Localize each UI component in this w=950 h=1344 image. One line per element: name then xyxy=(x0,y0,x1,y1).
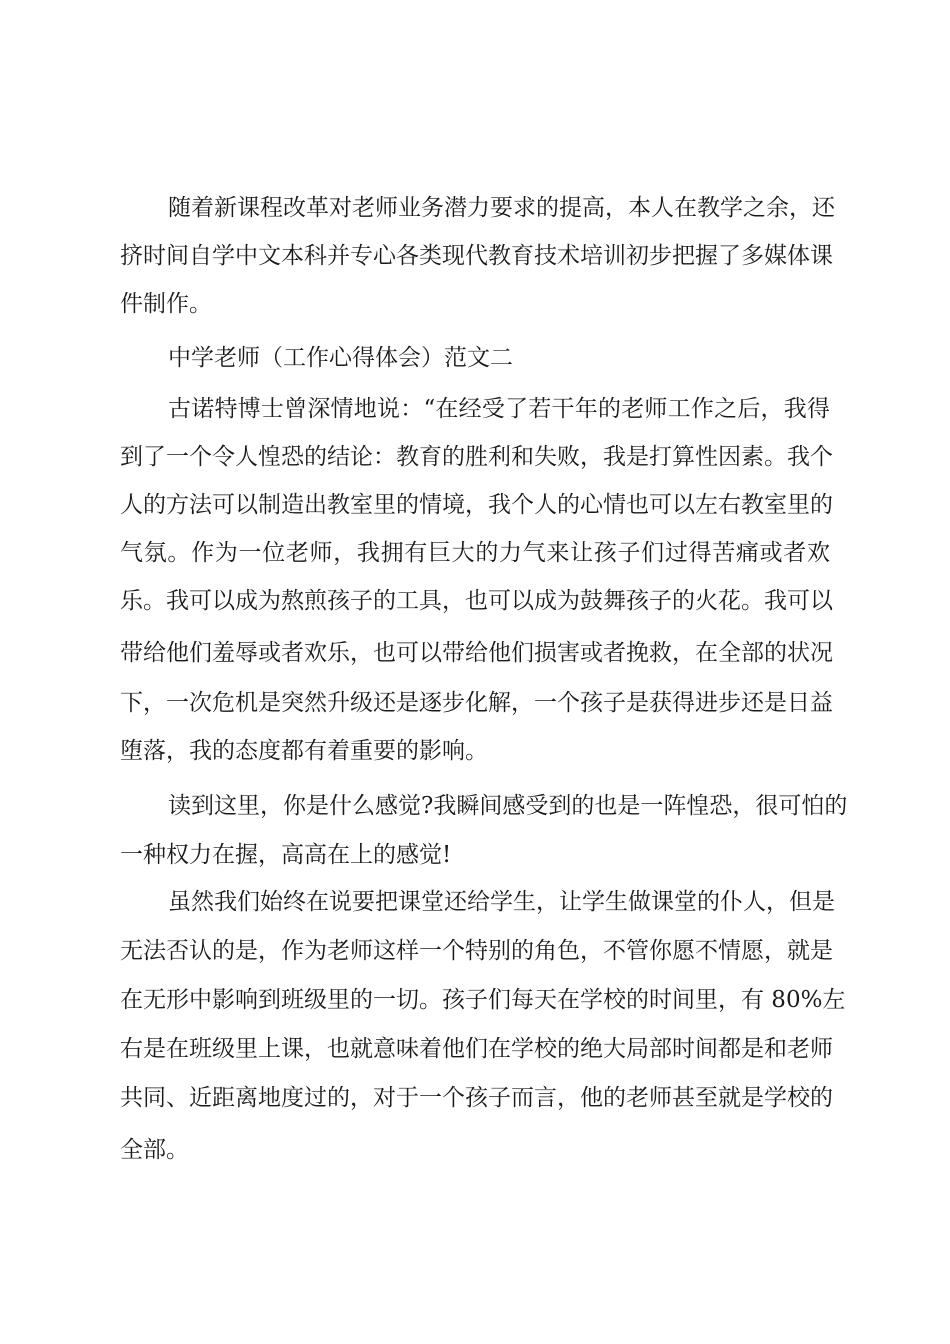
paragraph-2-line-8: 堕落，我的态度都有着重要的影响。 xyxy=(120,738,488,764)
paragraph-4-line-3: 在无形中影响到班级里的一切。孩子们每天在学校的时间里，有 80%左 xyxy=(120,987,846,1013)
paragraph-1-line-1: 随着新课程改革对老师业务潜力要求的提高，本人在教学之余，还 xyxy=(168,195,835,221)
paragraph-4-line-5: 共同、近距离地度过的，对于一个孩子而言，他的老师甚至就是学校的 xyxy=(120,1085,833,1111)
paragraph-4-line-2: 无法否认的是，作为老师这样一个特别的角色，不管你愿不情愿，就是 xyxy=(120,938,833,964)
paragraph-2-line-7: 下，一次危机是突然升级还是逐步化解，一个孩子是获得进步还是日益 xyxy=(120,690,833,716)
paragraph-2-line-1: 古诺特博士曾深情地说：“在经受了若干年的老师工作之后，我得 xyxy=(168,396,830,422)
paragraph-2-line-6: 带给他们羞辱或者欢乐，也可以带给他们损害或者挽救，在全部的状况 xyxy=(120,640,833,666)
paragraph-3-line-2: 一种权力在握，高高在上的感觉! xyxy=(120,842,452,868)
paragraph-2-line-5: 乐。我可以成为熬煎孩子的工具，也可以成为鼓舞孩子的火花。我可以 xyxy=(120,588,833,614)
paragraph-3-line-1: 读到这里，你是什么感觉?我瞬间感受到的也是一阵惶恐，很可怕的 xyxy=(168,793,848,819)
section-heading: 中学老师（工作心得体会）范文二 xyxy=(168,345,513,371)
paragraph-4-line-1: 虽然我们始终在说要把课堂还给学生，让学生做课堂的仆人，但是 xyxy=(168,889,835,915)
paragraph-2-line-2: 到了一个令人惶恐的结论：教育的胜利和失败，我是打算性因素。我个 xyxy=(120,444,833,470)
paragraph-4-line-6: 全部。 xyxy=(120,1137,189,1163)
paragraph-2-line-3: 人的方法可以制造出教室里的情境，我个人的心情也可以左右教室里的 xyxy=(120,492,833,518)
paragraph-2-line-4: 气氛。作为一位老师，我拥有巨大的力气来让孩子们过得苦痛或者欢 xyxy=(120,540,830,566)
paragraph-4-line-4: 右是在班级里上课，也就意味着他们在学校的绝大局部时间都是和老师 xyxy=(120,1036,833,1062)
paragraph-1-line-2: 挤时间自学中文本科并专心各类现代教育技术培训初步把握了多媒体课 xyxy=(120,243,833,269)
paragraph-1-line-3: 件制作。 xyxy=(120,291,212,317)
